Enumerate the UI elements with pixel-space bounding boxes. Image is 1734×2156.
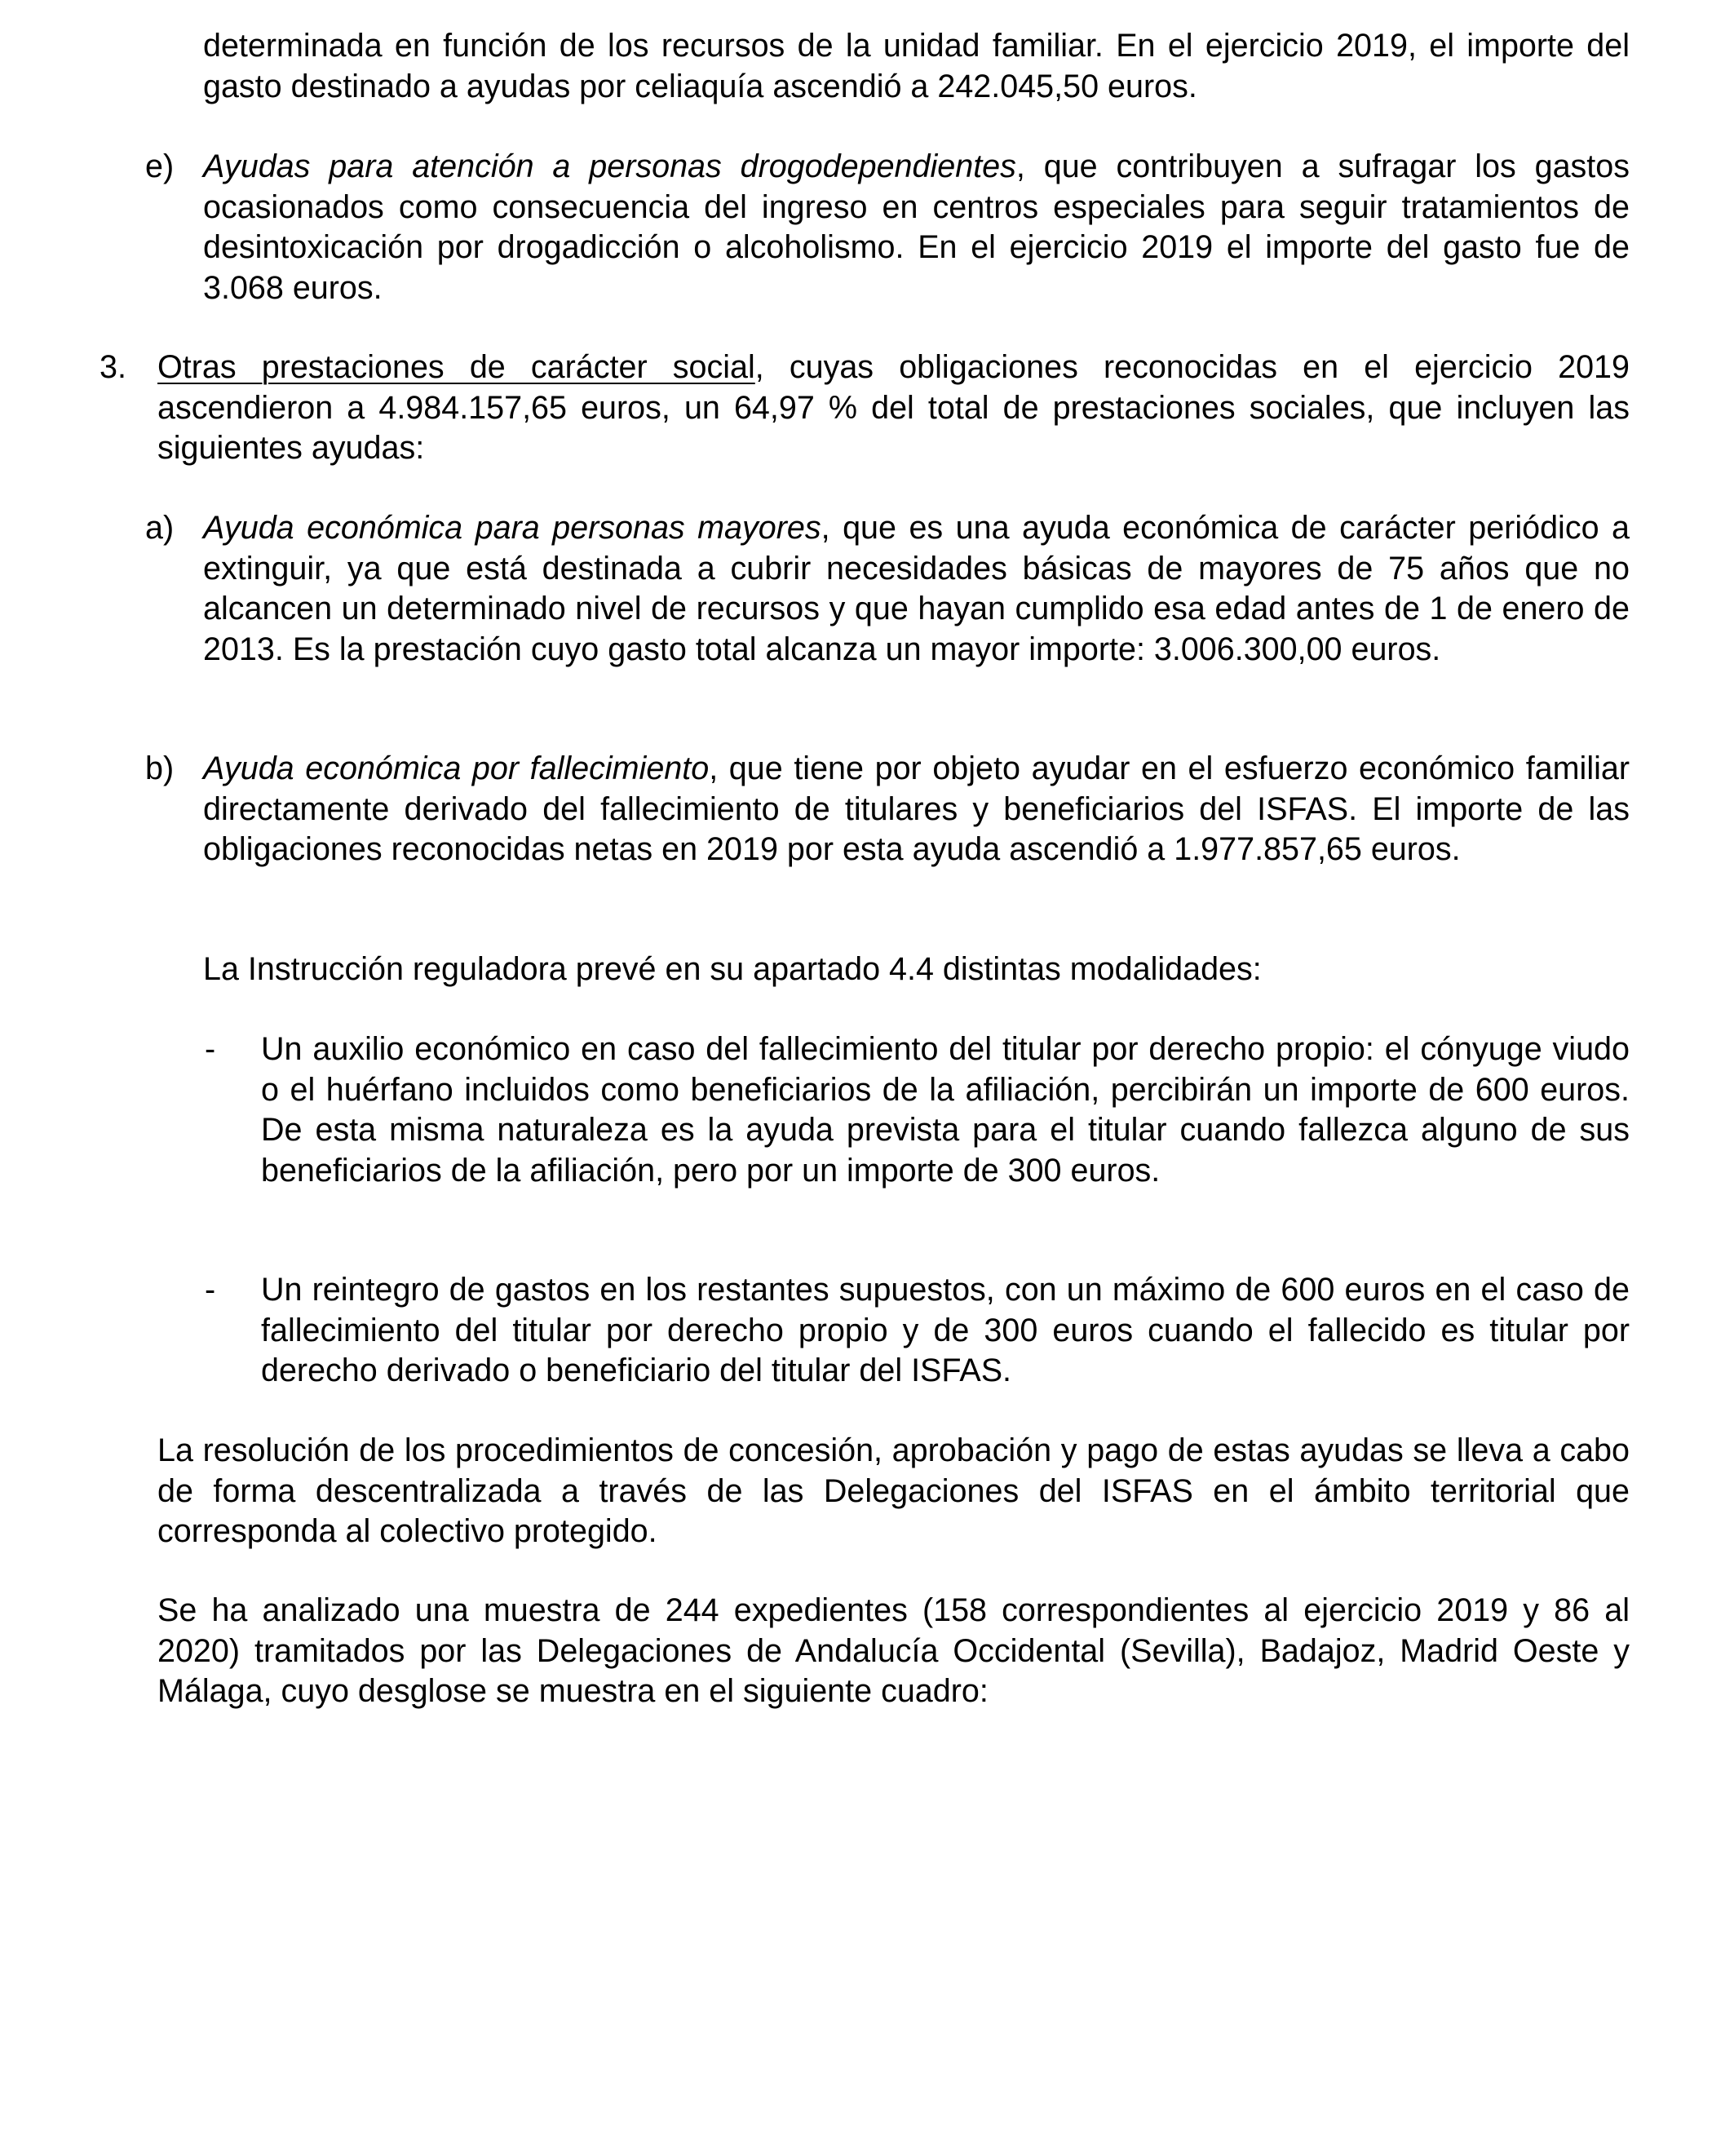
section-3-body: , cuyas obligaciones reconocidas en el ejercicio 2019 ascendieron a 4.984.157,65 euros, un 64,97 % del total de prestaciones sociales, que incluyen las siguientes ayudas: <box>157 349 1630 466</box>
section-3-marker: 3. <box>100 349 126 385</box>
item-e-body: , que contribuyen a sufragar los gastos ocasionados como consecuencia del ingreso en centros especiales para seguir tratamientos de desintoxicación por drogadicción o alcoholismo. En el ejercicio 2019 el importe del gasto fue de 3.068 euros. <box>203 148 1630 306</box>
section-3-title: Otras prestaciones de carácter social <box>157 349 755 385</box>
continuation-paragraph: determinada en función de los recursos de la unidad familiar. En el ejercicio 2019, el importe del gasto destinado a ayudas por celiaquía ascendió a 242.045,50 euros. <box>203 28 1630 104</box>
resolution-paragraph: La resolución de los procedimientos de concesión, aprobación y pago de estas ayudas se lleva a cabo de forma descentralizada a través de las Delegaciones del ISFAS en el ámbito territorial que corresponda al colectivo protegido. <box>157 1432 1630 1549</box>
dash-1-paragraph: Un auxilio económico en caso del fallecimiento del titular por derecho propio: el cónyuge viudo o el huérfano incluidos como beneficiarios de la afiliación, percibirán un importe de 600 euros. De esta misma naturaleza es la ayuda prevista para el titular cuando fallezca alguno de sus beneficiarios de la afiliación, pero por un importe de 300 euros. <box>261 1031 1630 1189</box>
item-e-paragraph <box>203 147 1630 308</box>
item-b-body: , que tiene por objeto ayudar en el esfuerzo económico familiar directamente derivado del fallecimiento de titulares y beneficiarios del ISFAS. El importe de las obligaciones reconocidas netas en 2019 por esta ayuda ascendió a 1.977.857,65 euros. <box>203 750 1630 867</box>
dash-2-paragraph: Un reintegro de gastos en los restantes supuestos, con un máximo de 600 euros en el caso de fallecimiento del titular por derecho propio y de 300 euros cuando el fallecido es titular por derecho derivado o beneficiario del titular del ISFAS. <box>261 1272 1630 1388</box>
item-a-body: , que es una ayuda económica de carácter periódico a extinguir, ya que está destinada a cubrir necesidades básicas de mayores de 75 años que no alcancen un determinado nivel de recursos y que hayan cumplido esa edad antes de 1 de enero de 2013. Es la prestación cuyo gasto total alcanza un mayor importe: 3.006.300,00 euros. <box>203 510 1630 667</box>
dash-2-marker: - <box>205 1272 216 1308</box>
item-a-paragraph <box>203 508 1630 670</box>
item-e-title: Ayudas para atención a personas drogodependientes <box>203 148 1016 184</box>
dash-1-marker: - <box>205 1031 216 1067</box>
instruction-paragraph: La Instrucción reguladora prevé en su apartado 4.4 distintas modalidades: <box>203 951 1262 987</box>
item-b-marker: b) <box>145 750 175 786</box>
item-a-marker: a) <box>145 510 175 546</box>
item-b-title: Ayuda económica por fallecimiento <box>203 750 710 786</box>
item-b-paragraph <box>203 749 1630 870</box>
section-3-paragraph <box>157 348 1630 469</box>
sample-paragraph: Se ha analizado una muestra de 244 expedientes (158 correspondientes al ejercicio 2019 y 86 al 2020) tramitados por las Delegaciones de Andalucía Occidental (Sevilla), Badajoz, Madrid Oeste y Málaga, cuyo desglose se muestra en el siguiente cuadro: <box>157 1592 1630 1709</box>
item-e-marker: e) <box>145 148 175 184</box>
item-a-title: Ayuda económica para personas mayores <box>203 510 821 546</box>
